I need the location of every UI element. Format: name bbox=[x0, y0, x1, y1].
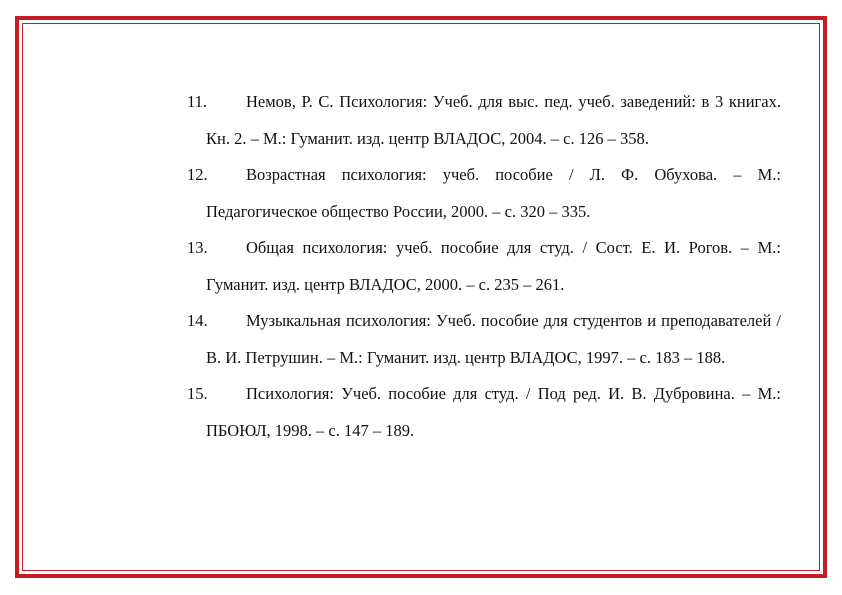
entry-text: Общая психология: учеб. пособие для студ. / Сост. Е. И. Рогов. – М.: Гуманит. изд. центр ВЛАДОС, 2000. – с. 235 – 261. bbox=[206, 238, 781, 294]
entry-number: 13. bbox=[187, 238, 208, 257]
bibliography-entry-12 bbox=[187, 157, 781, 230]
entry-number: 12. bbox=[187, 165, 208, 184]
bibliography-entry-13 bbox=[187, 230, 781, 303]
bibliography-entry-15 bbox=[187, 376, 781, 449]
entry-text: Психология: Учеб. пособие для студ. / Под ред. И. В. Дубровина. – М.: ПБОЮЛ, 1998. – с. 147 – 189. bbox=[206, 384, 781, 440]
entry-number: 15. bbox=[187, 384, 208, 403]
entry-number: 14. bbox=[187, 311, 208, 330]
bibliography-list bbox=[187, 84, 781, 449]
bibliography-entry-11 bbox=[187, 84, 781, 157]
entry-text: Музыкальная психология: Учеб. пособие для студентов и преподавателей / В. И. Петрушин. – М.: Гуманит. изд. центр ВЛАДОС, 1997. – с. 183 – 188. bbox=[206, 311, 781, 367]
bibliography-entry-14 bbox=[187, 303, 781, 376]
entry-text: Немов, Р. С. Психология: Учеб. для выс. пед. учеб. заведений: в 3 книгах. Кн. 2. – М.: Гуманит. изд. центр ВЛАДОС, 2004. – с. 126 – 358. bbox=[206, 92, 781, 148]
entry-number: 11. bbox=[187, 92, 208, 111]
entry-text: Возрастная психология: учеб. пособие / Л. Ф. Обухова. – М.: Педагогическое общество России, 2000. – с. 320 – 335. bbox=[206, 165, 781, 221]
